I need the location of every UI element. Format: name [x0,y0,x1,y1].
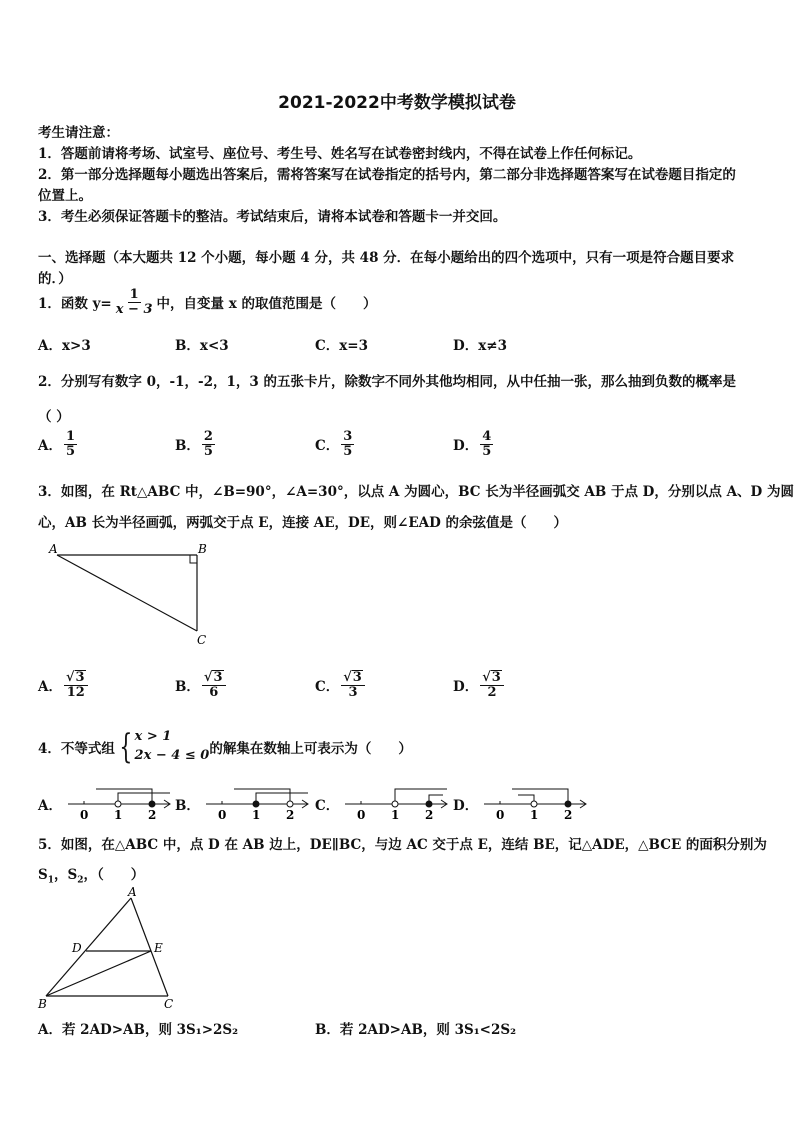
q5-label-d: D [72,941,82,955]
q3-option-d-letter: D． [453,678,479,695]
svg-text:0: 0 [496,808,505,822]
q1-suffix: 中，自变量 x 的取值范围是（ ） [156,296,377,313]
q5-label-c: C [164,997,174,1011]
section1-heading-cont: 的．） [38,271,72,287]
q5-label-e: E [154,941,163,955]
q4-suffix: 的解集在数轴上可表示为（ ） [209,740,412,757]
q2-option-d-num: 4 [482,429,492,444]
q2-option-a-num: 1 [65,429,76,444]
q3-option-c-den: 3 [348,684,358,700]
q4-option-d-letter: D． [453,798,479,814]
q2-option-c [315,430,356,458]
q2-option-a [38,430,79,458]
q2-option-d [453,430,495,458]
svg-text:2: 2 [564,808,573,822]
q1-option-a: A．x>3 [38,338,91,354]
q3-option-a-den: 12 [66,684,85,700]
q3-triangle-figure [40,538,220,650]
q1-option-c: C．x=3 [315,338,368,354]
q3-option-b-letter: B． [175,678,200,695]
q2-option-d-den: 5 [482,443,492,459]
q3-option-b-den: 6 [209,684,219,700]
question-5: 5．如图，在△ABC 中，点 D 在 AB 边上，DE∥BC，与边 AC 交于点 E，连结 BE，记△ADE，△BCE 的面积分别为 [38,837,767,853]
q5-s2-label: S [67,867,78,883]
q5-label-a: A [128,885,137,899]
notice-item-2: 2．第一部分选择题每小题选出答案后，需将答案写在试卷指定的括号内，第二部分非选择题答案写在试卷题目指定的 [38,167,736,183]
q4-number-line-a [66,786,174,822]
q5-s1-sub: 1 [47,875,55,886]
q3-option-d-radicand: 3 [491,670,501,685]
q5-side-ab [46,898,131,996]
q5-option-a: A．若 2AD>AB，则 3S₁>2S₂ [38,1022,239,1038]
q1-option-b: B．x<3 [175,338,229,354]
q2-option-a-den: 5 [65,443,76,459]
q1-fraction [114,288,155,316]
svg-text:1: 1 [251,808,261,822]
question-2: 2．分别写有数字 0，-1，-2，1，3 的五张卡片，除数字不同外其他均相同，从中任抽一张，那么抽到负数的概率是 [38,374,736,390]
svg-text:2: 2 [147,808,157,822]
q4-inequality-system: { x > 1 2x − 4 ≤ 0 [119,726,210,767]
notice-item-1: 1．答题前请将考场、试室号、座位号、考生号、姓名写在试卷密封线内，不得在试卷上作任何标记。 [38,146,642,162]
q3-label-a: A [49,542,58,556]
svg-text:1: 1 [391,808,400,822]
q2-option-c-den: 5 [343,443,353,459]
q4-option-b [175,786,312,822]
page-title: 2021-2022中考数学模拟试卷 [278,93,516,113]
q4-option-c-letter: C． [315,798,340,814]
svg-text:0: 0 [217,808,227,822]
q2-option-b-den: 5 [203,443,213,459]
svg-text:1: 1 [113,808,123,822]
q4-option-c [315,786,451,822]
question-3: 3．如图，在 Rt△ABC 中，∠B=90°，∠A=30°，以点 A 为圆心，BC 长为半径画弧交 AB 于点 D，分别以点 A、D 为圆 [38,484,794,500]
q3-option-c-letter: C． [315,678,340,695]
svg-text:0: 0 [357,808,366,822]
svg-text:1: 1 [530,808,539,822]
q4-option-d [453,786,590,822]
q3-right-angle-mark [190,555,197,563]
question-4 [38,728,412,766]
q2-option-b [175,430,217,458]
q3-option-c-radicand: 3 [352,670,362,685]
q5-s2-sub: 2 [77,875,84,886]
q5-option-b: B．若 2AD>AB，则 3S₁<2S₂ [315,1022,517,1038]
svg-text:2: 2 [425,808,434,822]
q4-prefix: 4．不等式组 [38,740,115,757]
q3-option-a: A． √ 3 12 [38,670,90,699]
notice-item-2-cont: 位置上。 [38,188,92,204]
question-1 [38,288,376,316]
notice-heading: 考生请注意： [38,125,119,141]
q2-option-d-letter: D． [453,438,479,455]
q2-option-c-letter: C． [315,438,340,455]
q5-label-b: B [38,997,47,1011]
q5-tail: ，（ ） [83,867,145,883]
q4-option-a-letter: A． [38,798,62,814]
question-5-cont [38,863,144,886]
q3-option-b: B． √ 3 6 [175,670,228,699]
q3-label-b: B [198,542,207,556]
q2-option-b-num: 2 [203,429,213,444]
q1-prefix: 1．函数 y= [38,296,112,313]
notice-item-3: 3．考生必须保证答题卡的整洁。考试结束后，请将本试卷和答题卡一并交回。 [38,209,507,225]
q4-option-a [38,786,174,822]
q5-s1-label: S [38,867,48,883]
q5-triangle-figure [36,884,186,1012]
section1-heading: 一、选择题（本大题共 12 个小题，每小题 4 分，共 48 分．在每小题给出的四个选项中，只有一项是符合题目要求 [38,250,735,266]
q3-option-a-radicand: 3 [75,670,85,685]
q4-option-b-letter: B． [175,798,200,814]
svg-text:0: 0 [79,808,89,822]
q1-numerator: 1 [129,287,139,302]
q3-side-ac [57,555,197,631]
q3-option-b-radicand: 3 [213,670,223,685]
q4-inequality-2: 2x − 4 ≤ 0 [134,747,210,763]
svg-text:2: 2 [285,808,295,822]
q4-number-line-c [343,786,451,822]
q2-option-a-letter: A． [38,438,62,455]
question-3-cont: 心，AB 长为半径画弧，两弧交于点 E，连接 AE，DE，则∠EAD 的余弦值是（ ） [38,515,568,531]
question-2-cont: （ ） [38,409,70,425]
q3-option-d: D． √ 3 2 [453,670,506,699]
q3-label-c: C [197,633,207,647]
q3-option-d-den: 2 [487,684,497,700]
q5-segment-be [46,951,151,996]
q2-option-c-num: 3 [343,429,353,444]
q4-number-line-b [204,786,312,822]
q3-option-a-letter: A． [38,678,62,695]
q4-number-line-d [482,786,590,822]
q1-option-d: D．x≠3 [453,338,507,354]
q2-option-b-letter: B． [175,438,200,455]
q1-denominator: x − 3 [115,301,153,317]
q4-inequality-1: x > 1 [134,729,172,744]
q3-option-c: C． √ 3 3 [315,670,367,699]
q5-separator: ， [54,867,68,883]
